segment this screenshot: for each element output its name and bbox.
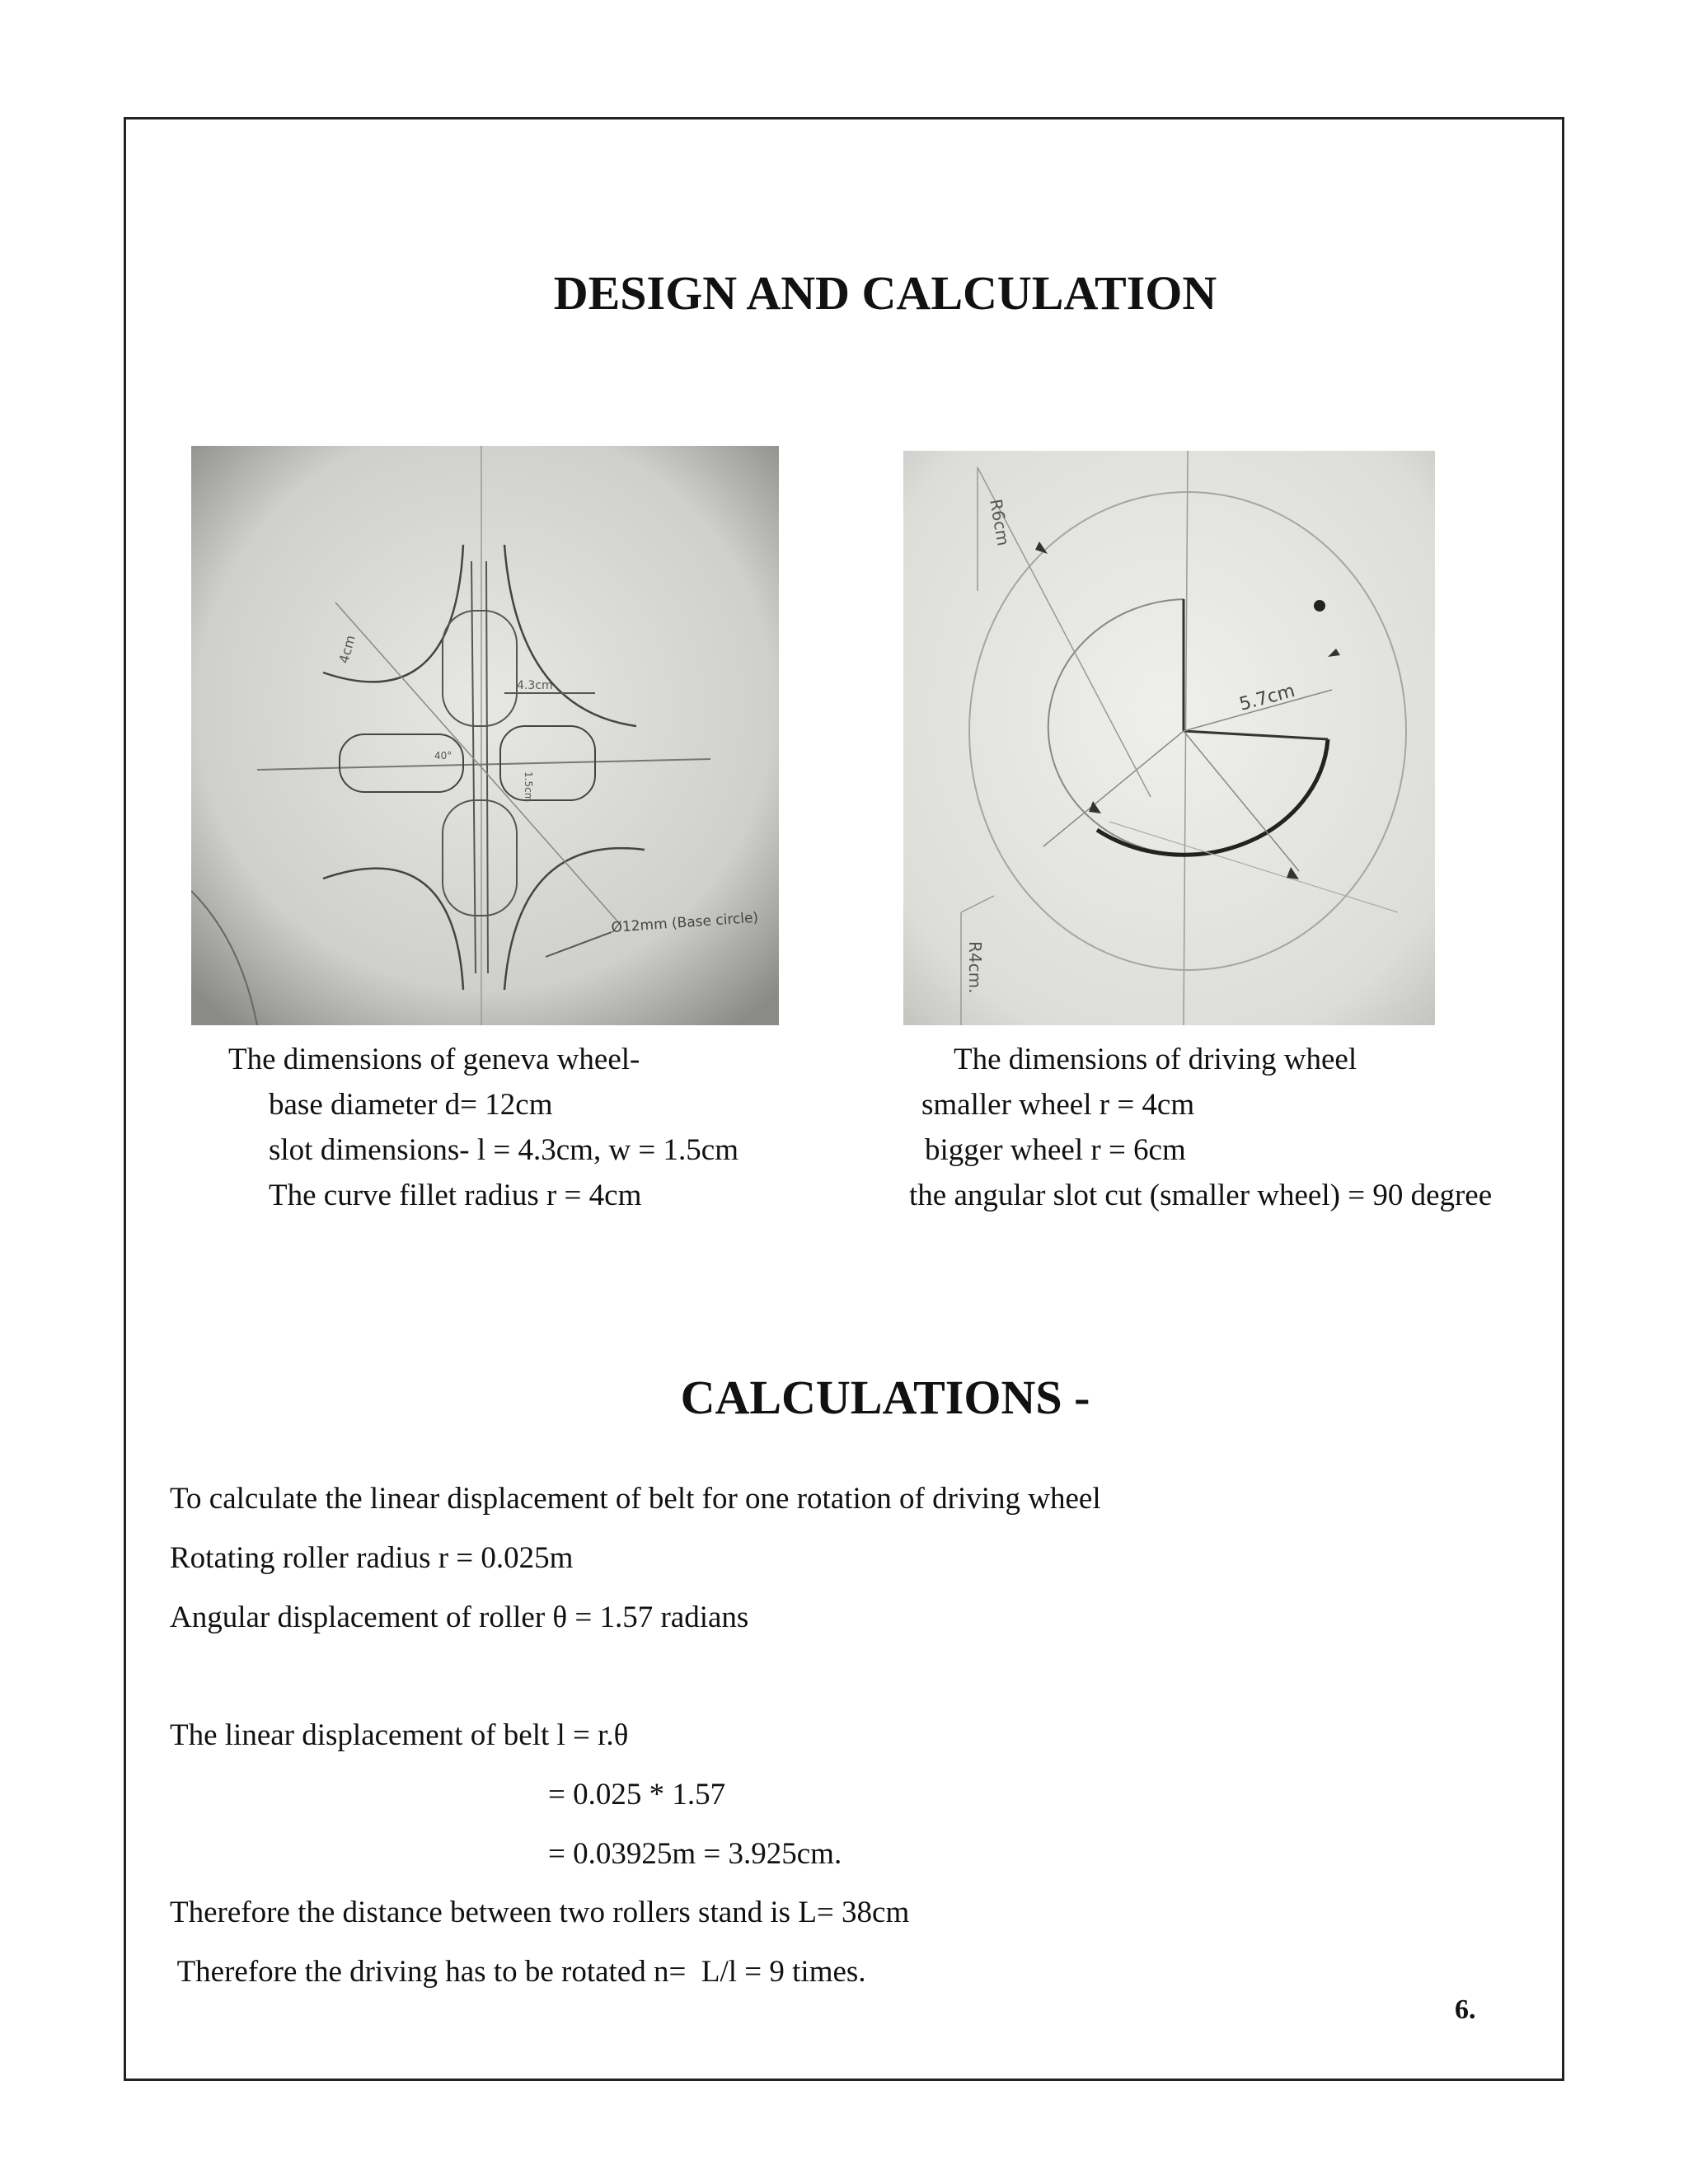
page-number: 6. (1455, 1994, 1476, 2025)
geneva-angle-label: 40° (434, 750, 452, 762)
geneva-slot-width-label: 1.5cm (523, 771, 534, 803)
driving-wheel-sketch (903, 451, 1435, 1025)
calc-line-distance: Therefore the distance between two rollers stand is L= 38cm (170, 1896, 910, 1929)
driving-smaller-wheel: smaller wheel r = 4cm (921, 1088, 1195, 1122)
page-title: DESIGN AND CALCULATION (553, 266, 1217, 320)
driving-big-radius-label: R6cm (986, 497, 1014, 548)
geneva-slot-dimensions: slot dimensions- l = 4.3cm, w = 1.5cm (269, 1133, 738, 1167)
geneva-fillet-label: 4cm (335, 633, 359, 666)
driving-mid-radius-label: 5.7cm (1237, 680, 1297, 715)
calc-line-intro: To calculate the linear displacement of belt for one rotation of driving wheel (170, 1482, 1101, 1516)
driving-caption-title: The dimensions of driving wheel (954, 1043, 1357, 1076)
driving-bigger-wheel: bigger wheel r = 6cm (925, 1133, 1186, 1167)
geneva-base-circle-label: Ø12mm (Base circle) (610, 909, 759, 936)
calculations-heading: CALCULATIONS - (680, 1371, 1090, 1424)
calc-line-angle: Angular displacement of roller θ = 1.57 radians (170, 1601, 749, 1634)
geneva-caption-title: The dimensions of geneva wheel- (228, 1043, 640, 1076)
driving-angular-slot: the angular slot cut (smaller wheel) = 90 degree (909, 1179, 1493, 1212)
calc-line-radius: Rotating roller radius r = 0.025m (170, 1541, 574, 1575)
geneva-wheel-sketch (191, 446, 779, 1025)
calc-line-rotations: Therefore the driving has to be rotated n= L/l = 9 times. (170, 1955, 866, 1989)
geneva-slot-length-label: 4.3cm (517, 679, 553, 692)
calc-line-substitution: = 0.025 * 1.57 (548, 1778, 726, 1811)
driving-small-radius-label: R4cm. (965, 941, 985, 994)
geneva-base-diameter: base diameter d= 12cm (269, 1088, 553, 1122)
geneva-fillet-radius: The curve fillet radius r = 4cm (269, 1179, 642, 1212)
calc-line-formula: The linear displacement of belt l = r.θ (170, 1718, 629, 1752)
calc-line-result: = 0.03925m = 3.925cm. (548, 1837, 842, 1871)
